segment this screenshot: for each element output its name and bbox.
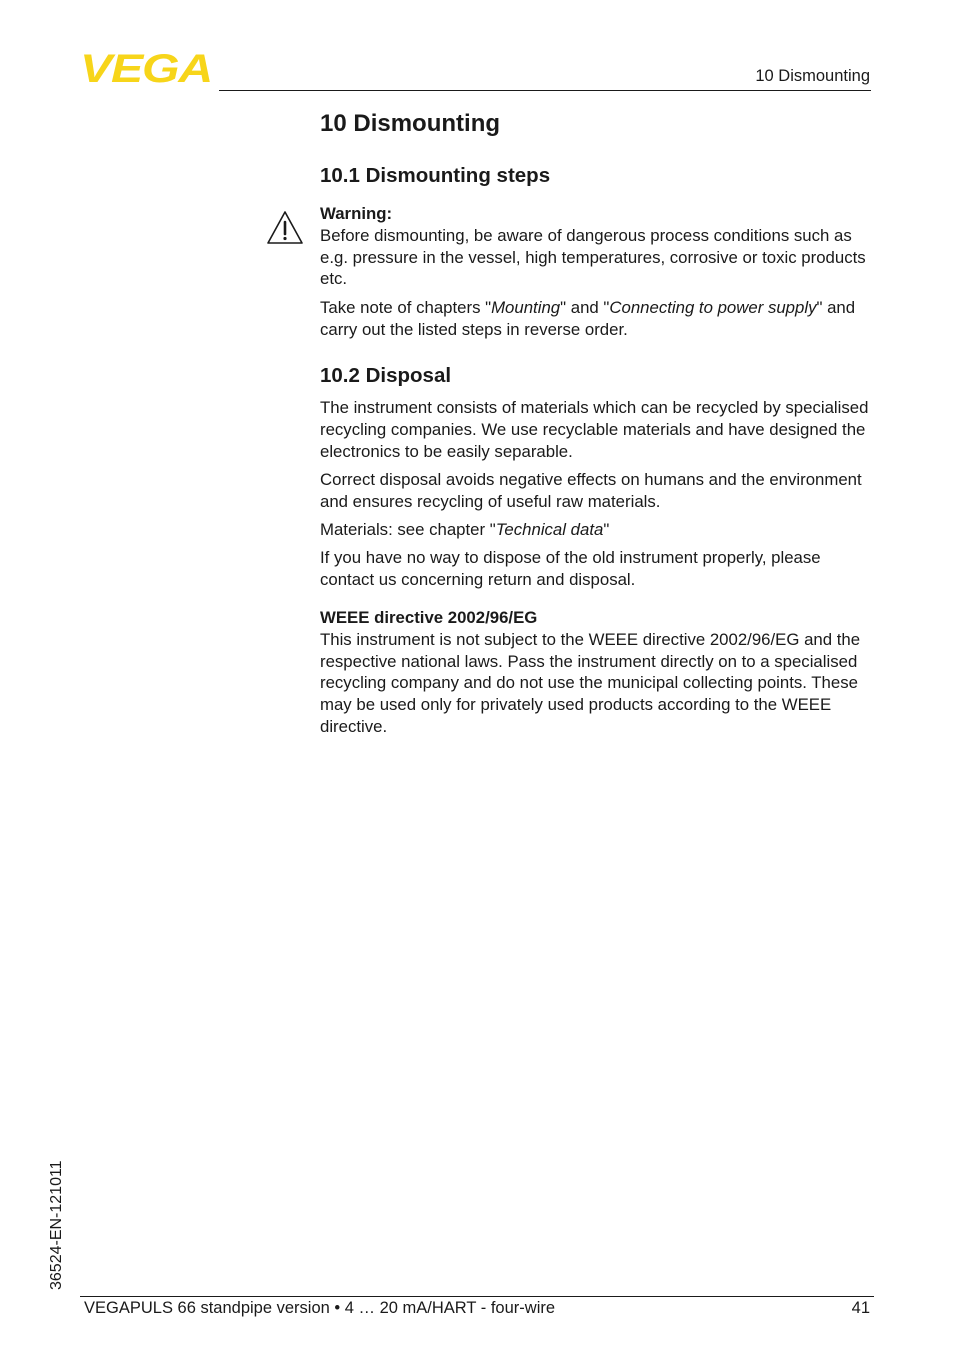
section-title-dismounting-steps: 10.1 Dismounting steps <box>320 164 551 187</box>
note-prefix: Take note of chapters " <box>320 298 492 317</box>
weee-block <box>320 607 872 738</box>
ref-connecting-power: Connecting to power supply <box>609 298 817 317</box>
disposal-text-1: The instrument consists of materials which can be recycled by specialised recycling companies. We use recyclable materials and have designed the electronics to be easily separable. <box>320 398 869 461</box>
footer-rule <box>80 1296 874 1297</box>
disposal-text-2: Correct disposal avoids negative effects on humans and the environment and ensures recycling of useful raw materials. <box>320 470 862 511</box>
warning-triangle-icon <box>266 210 304 246</box>
vega-logo-icon <box>80 50 212 84</box>
disposal-paragraph-1 <box>320 397 872 462</box>
note-paragraph <box>320 297 872 341</box>
vega-logo <box>80 50 212 84</box>
materials-prefix: Materials: see chapter " <box>320 520 496 539</box>
section-title-disposal: 10.2 Disposal <box>320 364 452 387</box>
note-mid: " and " <box>560 298 610 317</box>
warning-label: Warning: <box>320 204 393 223</box>
warning-block <box>320 203 872 290</box>
disposal-paragraph-4 <box>320 547 872 591</box>
ref-technical-data: Technical data <box>495 520 604 539</box>
weee-heading: WEEE directive 2002/96/EG <box>320 608 538 627</box>
header-rule <box>219 90 871 91</box>
svg-text:VEGA: VEGA <box>80 50 212 84</box>
running-header: 10 Dismounting <box>755 67 870 85</box>
weee-text: This instrument is not subject to the WEEE directive 2002/96/EG and the respective national laws. Pass the instrument directly on to a specialised recycling company and do not use the municipal collecting points. These may be used only for privately used products according to the WEEE directive. <box>320 629 861 736</box>
footer-product-line: VEGAPULS 66 standpipe version • 4 … 20 mA/HART - four-wire <box>84 1299 556 1317</box>
warning-text: Before dismounting, be aware of dangerous process conditions such as e.g. pressure in the vessel, high temperatures, corrosive or toxic products etc. <box>320 225 866 289</box>
chapter-title: 10 Dismounting <box>320 110 501 137</box>
ref-mounting: Mounting <box>491 298 561 317</box>
disposal-paragraph-2 <box>320 469 872 513</box>
materials-suffix: " <box>603 520 610 539</box>
disposal-text-4: If you have no way to dispose of the old instrument properly, please contact us concerning return and disposal. <box>320 548 821 589</box>
page-number: 41 <box>851 1299 870 1317</box>
document-code: 36524-EN-121011 <box>48 1160 65 1290</box>
materials-paragraph <box>320 519 872 541</box>
note-suffix: " and carry out the listed steps in reverse order. <box>320 298 856 339</box>
